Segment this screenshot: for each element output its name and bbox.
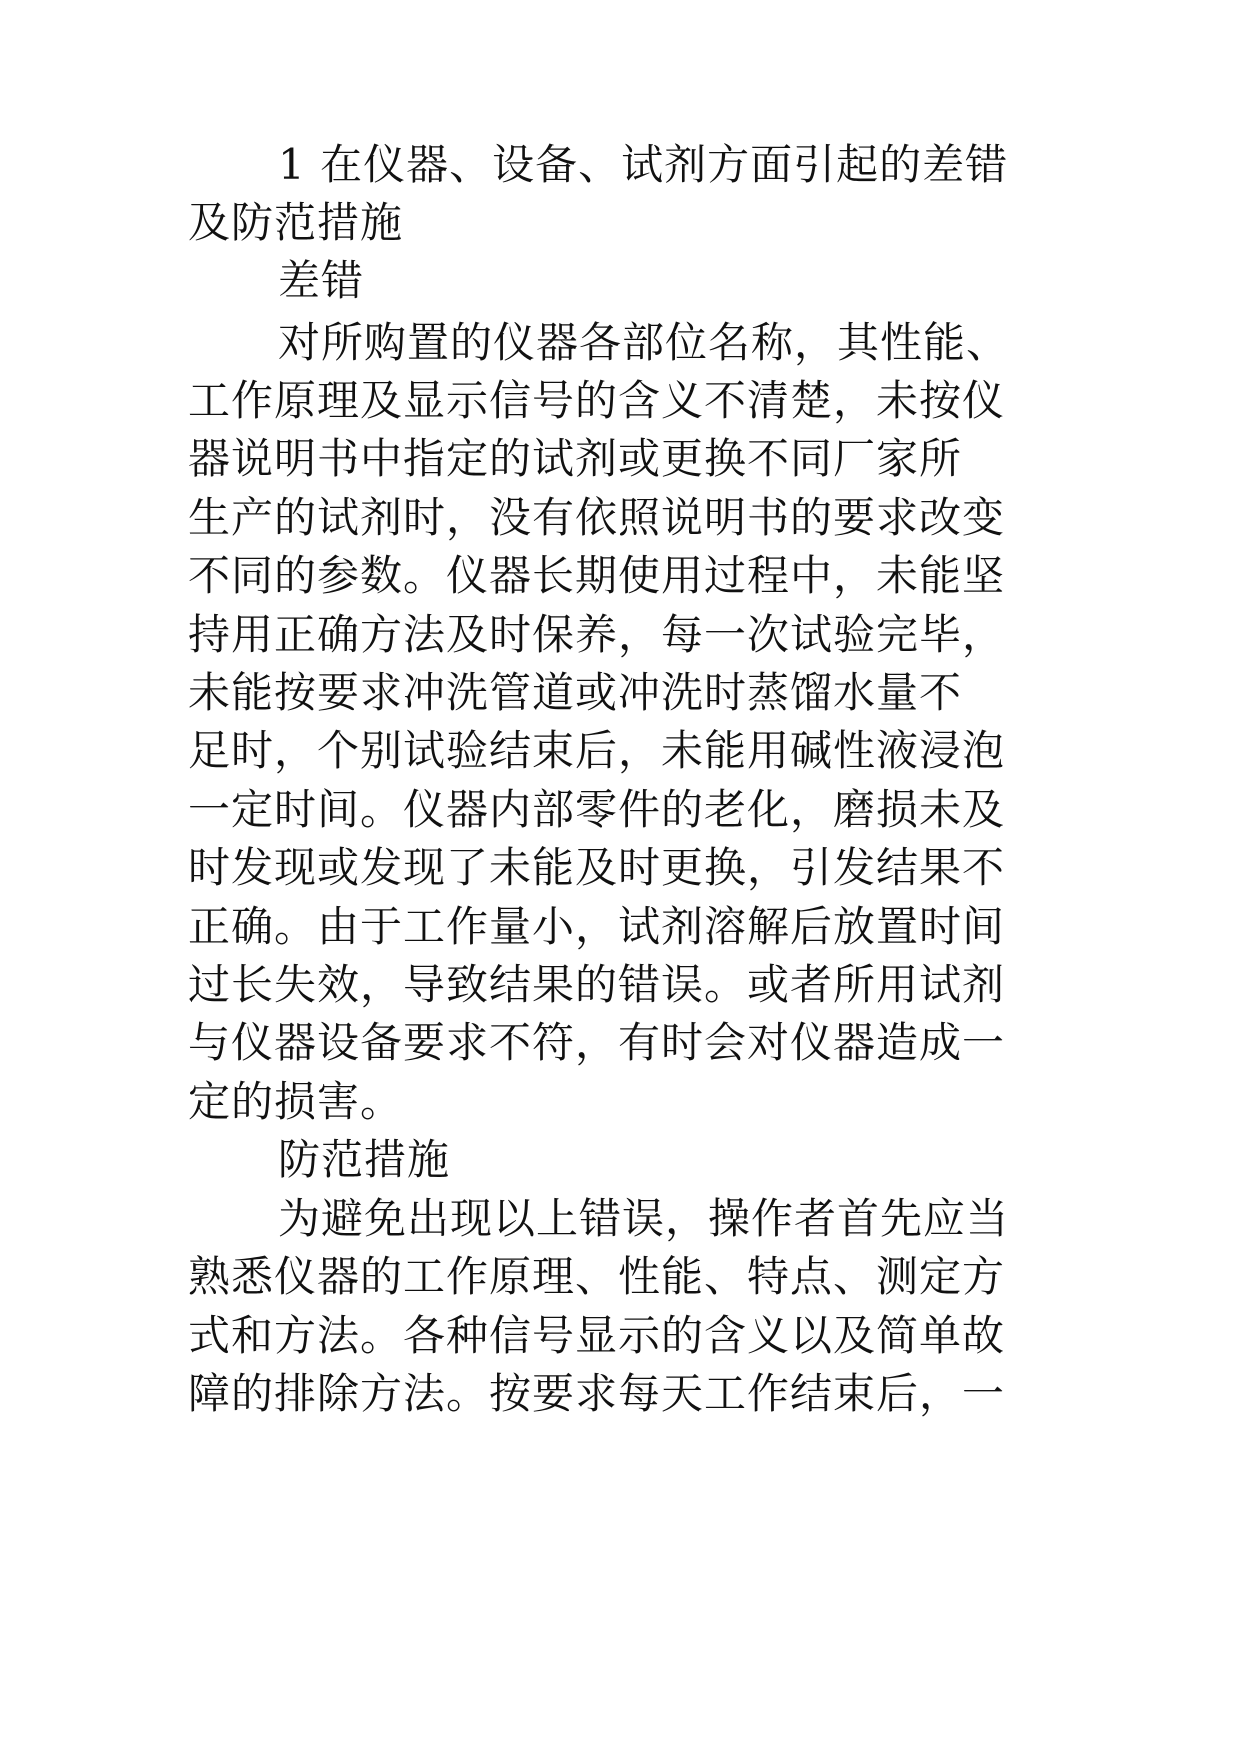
heading-line-1: 1 在仪器、设备、试剂方面引起的差错 <box>278 140 1009 189</box>
paragraph-line: 工作原理及显示信号的含义不清楚，未按仪 <box>188 376 1006 425</box>
paragraph-line: 为避免出现以上错误，操作者首先应当 <box>278 1194 1010 1243</box>
paragraph-line: 障的排除方法。按要求每天工作结束后，一 <box>188 1369 1006 1418</box>
paragraph-line: 定的损害。 <box>188 1077 404 1126</box>
paragraph-line: 过长失效，导致结果的错误。或者所用试剂 <box>188 960 1006 1009</box>
paragraph-line: 持用正确方法及时保养，每一次试验完毕， <box>188 610 1006 659</box>
paragraph-line: 与仪器设备要求不符，有时会对仪器造成一 <box>188 1018 1006 1067</box>
section-title-measures: 防范措施 <box>278 1135 451 1184</box>
paragraph-line: 不同的参数。仪器长期使用过程中，未能坚 <box>188 551 1006 600</box>
paragraph-line: 对所购置的仪器各部位名称，其性能、 <box>278 318 1010 367</box>
paragraph-line: 正确。由于工作量小，试剂溶解后放置时间 <box>188 902 1006 951</box>
paragraph-line: 时发现或发现了未能及时更换，引发结果不 <box>188 843 1006 892</box>
paragraph-line: 熟悉仪器的工作原理、性能、特点、测定方 <box>188 1252 1006 1301</box>
paragraph-line: 器说明书中指定的试剂或更换不同厂家所 <box>188 434 963 483</box>
paragraph-line: 未能按要求冲洗管道或冲洗时蒸馏水量不 <box>188 668 963 717</box>
paragraph-line: 生产的试剂时，没有依照说明书的要求改变 <box>188 493 1006 542</box>
heading-line-2: 及防范措施 <box>188 198 404 247</box>
paragraph-line: 式和方法。各种信号显示的含义以及简单故 <box>188 1311 1006 1360</box>
paragraph-line: 足时，个别试验结束后，未能用碱性液浸泡 <box>188 726 1006 775</box>
section-title-errors: 差错 <box>278 256 365 305</box>
paragraph-line: 一定时间。仪器内部零件的老化，磨损未及 <box>188 785 1006 834</box>
